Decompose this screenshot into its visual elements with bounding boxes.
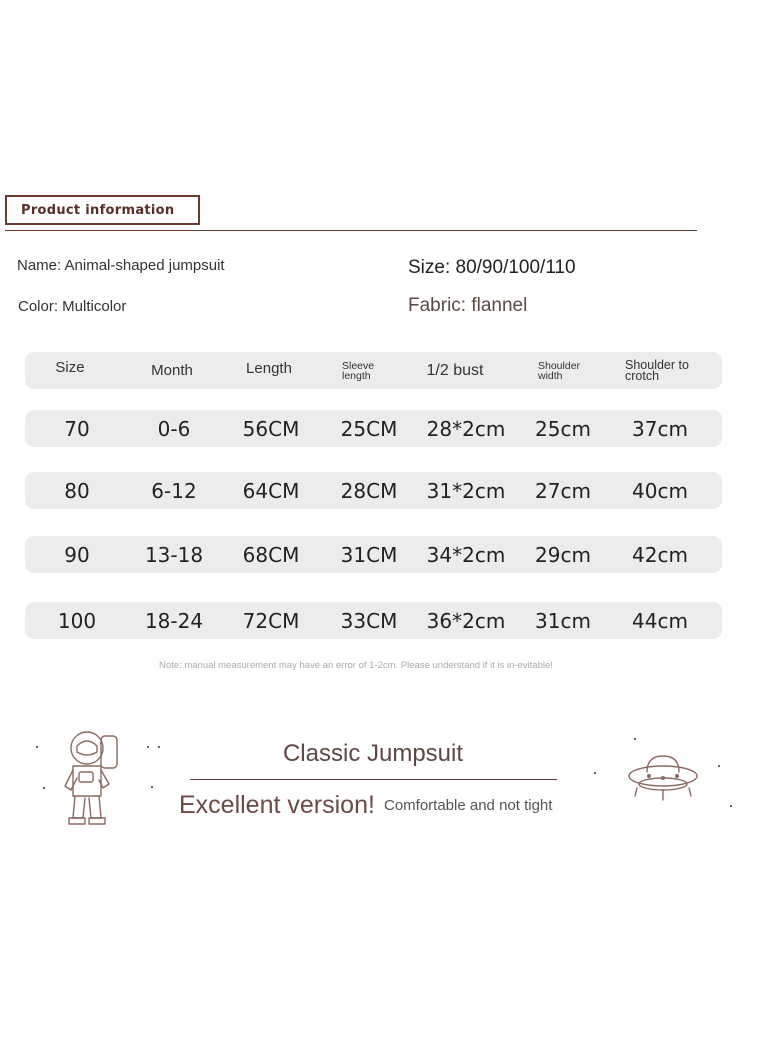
star-dot-icon [634, 738, 636, 740]
star-dot-icon [36, 746, 38, 748]
cell-sleeve: 25CM [340, 416, 398, 441]
cell-size: 100 [57, 608, 97, 633]
table-row [25, 410, 722, 447]
cell-crotch: 44cm [632, 608, 688, 633]
product-name: Name: Animal-shaped jumpsuit [17, 257, 225, 274]
cell-size: 90 [64, 542, 90, 567]
header-sleeve-length [342, 352, 374, 389]
cell-length: 68CM [242, 542, 300, 567]
star-dot-icon [147, 746, 149, 748]
cell-crotch: 42cm [632, 542, 688, 567]
promo-title: Classic Jumpsuit [282, 740, 464, 767]
cell-length: 72CM [242, 608, 300, 633]
cell-crotch: 40cm [632, 478, 688, 503]
cell-crotch: 37cm [632, 416, 688, 441]
ufo-icon [617, 748, 707, 808]
product-sizes: Size: 80/90/100/110 [408, 257, 576, 278]
product-fabric: Fabric: flannel [408, 295, 528, 316]
star-dot-icon [718, 765, 720, 767]
header-shoulder-line1: Shoulder [538, 359, 581, 372]
header-shoulder-line2: width [538, 369, 563, 382]
header-half-bust: 1/2 bust [426, 361, 484, 379]
section-divider [5, 230, 697, 231]
star-dot-icon [43, 787, 45, 789]
cell-bust: 36*2cm [426, 608, 506, 633]
cell-shoulder: 25cm [535, 416, 591, 441]
cell-shoulder: 31cm [535, 608, 591, 633]
section-title: Product information [21, 202, 175, 218]
star-dot-icon [158, 746, 160, 748]
cell-sleeve: 33CM [340, 608, 398, 633]
cell-size: 70 [64, 416, 90, 441]
star-dot-icon [594, 772, 596, 774]
cell-sleeve: 31CM [340, 542, 398, 567]
cell-month: 13-18 [144, 542, 204, 567]
star-dot-icon [151, 786, 153, 788]
header-size: Size [55, 359, 85, 376]
size-table-header [25, 352, 722, 389]
header-sleeve-line1: Sleeve [342, 359, 375, 372]
header-month: Month [151, 362, 193, 379]
cell-bust: 34*2cm [426, 542, 506, 567]
cell-month: 18-24 [144, 608, 204, 633]
star-dot-icon [730, 805, 732, 807]
cell-month: 0-6 [157, 416, 191, 441]
cell-month: 6-12 [151, 478, 197, 503]
header-shoulder-to-crotch [625, 352, 689, 389]
header-sleeve-line2: length [342, 369, 371, 382]
cell-length: 56CM [242, 416, 300, 441]
section-title-badge [5, 195, 200, 225]
cell-bust: 31*2cm [426, 478, 506, 503]
table-row [25, 472, 722, 509]
measurement-note: Note: manual measurement may have an error of 1-2cm. Please understand if it is in-evitable! [159, 660, 553, 671]
cell-length: 64CM [242, 478, 300, 503]
table-row [25, 536, 722, 573]
header-length: Length [246, 360, 292, 377]
cell-shoulder: 27cm [535, 478, 591, 503]
cell-shoulder: 29cm [535, 542, 591, 567]
table-row [25, 602, 722, 639]
header-shoulder-width [538, 352, 580, 389]
cell-bust: 28*2cm [426, 416, 506, 441]
header-crotch-line2: crotch [625, 368, 660, 383]
promo-subtitle: Comfortable and not tight [384, 797, 553, 814]
astronaut-icon [55, 728, 135, 833]
promo-headline: Excellent version! [179, 791, 375, 819]
cell-sleeve: 28CM [340, 478, 398, 503]
product-color: Color: Multicolor [18, 298, 127, 315]
header-crotch-line1: Shoulder to [625, 357, 689, 372]
cell-size: 80 [64, 478, 90, 503]
promo-divider [190, 779, 557, 780]
